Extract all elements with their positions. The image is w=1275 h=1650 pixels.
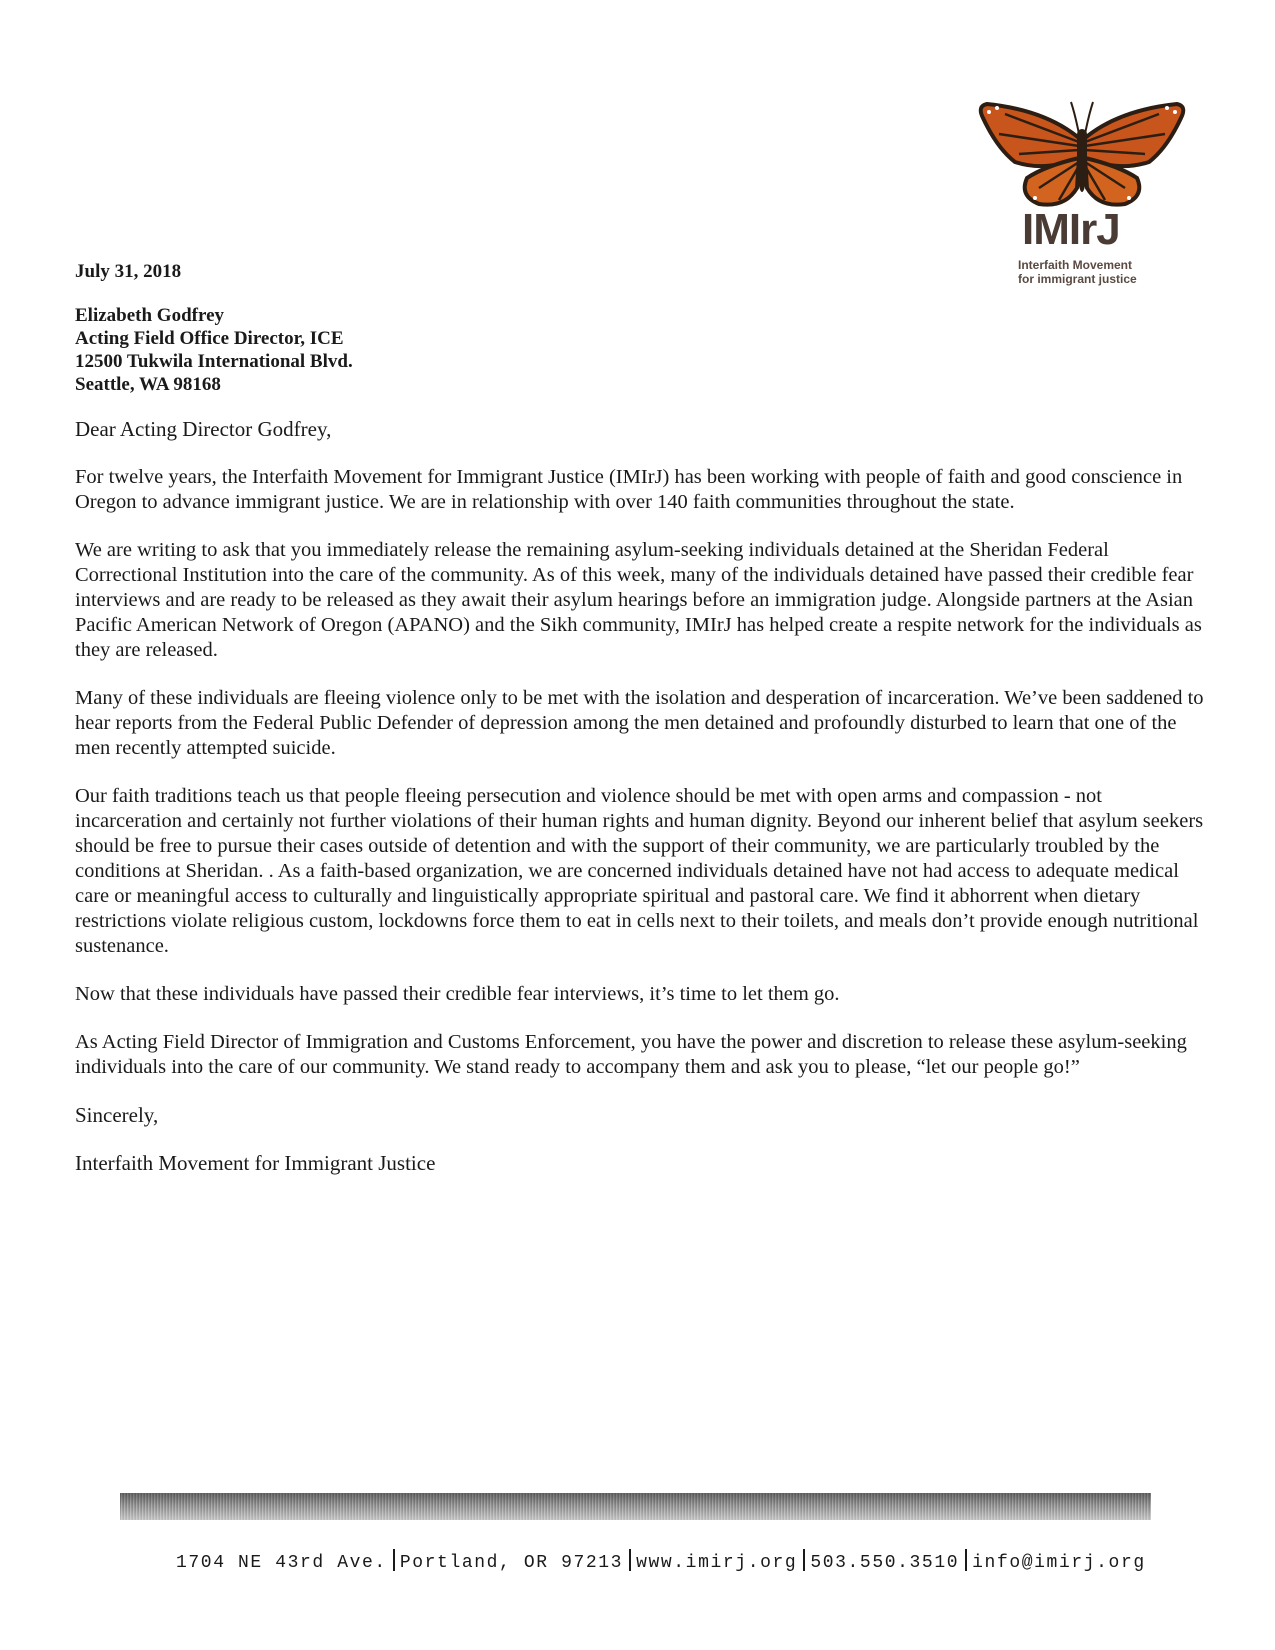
- logo-tagline-line2: for immigrant justice: [1018, 272, 1137, 286]
- salutation: Dear Acting Director Godfrey,: [75, 417, 332, 441]
- recipient-title: Acting Field Office Director, ICE: [75, 328, 344, 349]
- paragraph-let-them-go: Now that these individuals have passed their credible fear interviews, it’s time to let them go.: [75, 983, 840, 1005]
- footer-contact-line: [176, 1549, 1146, 1573]
- recipient-city: Seattle, WA 98168: [75, 374, 221, 395]
- monarch-butterfly-icon: [975, 92, 1190, 212]
- footer-separator: [629, 1549, 631, 1571]
- paragraph-faith-traditions: Our faith traditions teach us that people fleeing persecution and violence should be met with open arms and compassion - not incarceration and certainly not further violations of their human rights and human dignity. Beyond our inherent belief that asylum seekers should be free to pursue their cases outside of detention and with the support of their community, we are particularly troubled by the conditions at Sheridan. . As a faith-based organization, we are concerned individuals detained have not had access to adequate medical care or meaningful access to culturally and linguistically appropriate spiritual and pastoral care. We find it abhorrent when dietary restrictions violate religious custom, lockdowns force them to eat in cells next to their toilets, and meals don’t provide enough nutritional sustenance.: [75, 785, 1204, 957]
- paragraph-appeal: As Acting Field Director of Immigration and Customs Enforcement, you have the power and discretion to release these asylum-seeking individuals into the care of our community. We stand ready to accompany them and ask you to please, “let our people go!”: [75, 1031, 1187, 1078]
- letter-date: July 31, 2018: [75, 261, 182, 282]
- paragraph-introduction: For twelve years, the Interfaith Movement for Immigrant Justice (IMIrJ) has been working with people of faith and good conscience in Oregon to advance immigrant justice. We are in relationship with over 140 faith communities throughout the state.: [75, 466, 1183, 513]
- footer-phone: 503.550.3510: [810, 1553, 960, 1573]
- paragraph-conditions: Many of these individuals are fleeing violence only to be met with the isolation and desperation of incarceration. We’ve been saddened to hear reports from the Federal Public Defender of depression among the men detained and profoundly disturbed to learn that one of the men recently attempted suicide.: [75, 687, 1204, 759]
- footer-email: info@imirj.org: [972, 1553, 1146, 1573]
- logo-tagline-line1: Interfaith Movement: [1018, 258, 1133, 272]
- footer-separator: [965, 1549, 967, 1571]
- signature: Interfaith Movement for Immigrant Justice: [75, 1151, 436, 1175]
- recipient-address-block: [75, 304, 1205, 396]
- footer-city: Portland, OR 97213: [399, 1553, 624, 1573]
- recipient-name: Elizabeth Godfrey: [75, 305, 225, 326]
- recipient-street: 12500 Tukwila International Blvd.: [75, 351, 353, 372]
- footer-website: www.imirj.org: [636, 1553, 798, 1573]
- footer-divider-bar: [120, 1493, 1151, 1520]
- footer-separator: [803, 1549, 805, 1571]
- logo-wordmark: IMIrJ: [1022, 205, 1120, 254]
- footer-separator: [393, 1549, 395, 1571]
- closing: Sincerely,: [75, 1103, 159, 1127]
- letter-body: [75, 260, 1205, 1176]
- footer-address: 1704 NE 43rd Ave.: [176, 1553, 387, 1573]
- paragraph-request: We are writing to ask that you immediately release the remaining asylum-seeking individuals detained at the Sheridan Federal Correctional Institution into the care of the community. As of this week, many of the individuals detained have passed their credible fear interviews and are ready to be released as they await their asylum hearings before an immigration judge. Alongside partners at the Asian Pacific American Network of Oregon (APANO) and the Sikh community, IMIrJ has helped create a respite network for the individuals as they are released.: [75, 539, 1202, 661]
